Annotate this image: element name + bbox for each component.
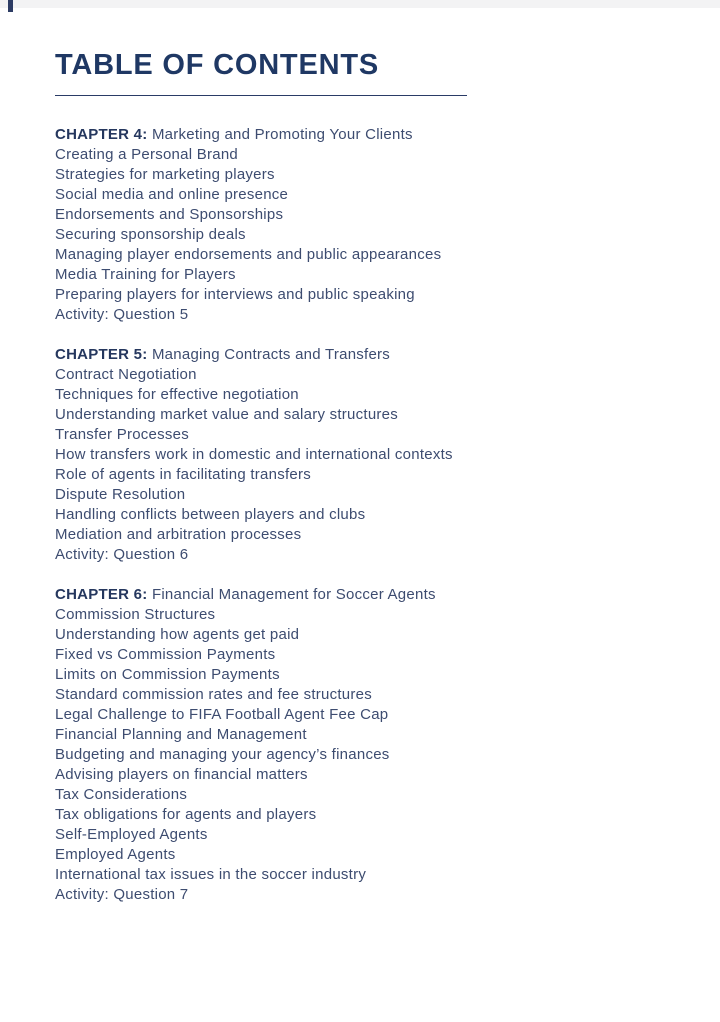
chapter-label: CHAPTER 6: <box>55 585 152 603</box>
chapter-title: Managing Contracts and Transfers <box>151 345 391 363</box>
chapter-label: CHAPTER 4: <box>55 125 152 143</box>
toc-chapter-section <box>55 585 665 905</box>
page-corner-mark <box>8 0 13 12</box>
toc-entry: Standard commission rates and fee structures <box>55 685 372 703</box>
toc-entry: Understanding market value and salary structures <box>55 405 398 423</box>
toc-entry: Tax obligations for agents and players <box>55 805 317 823</box>
toc-entry: Mediation and arbitration processes <box>55 525 302 543</box>
toc-entry: How transfers work in domestic and international contexts <box>55 445 453 463</box>
chapter-title: Marketing and Promoting Your Clients <box>151 125 413 143</box>
toc-entry: Fixed vs Commission Payments <box>55 645 276 663</box>
toc-entry: Preparing players for interviews and public speaking <box>55 285 415 303</box>
toc-entry: Endorsements and Sponsorships <box>55 205 284 223</box>
toc-entry: Handling conflicts between players and clubs <box>55 505 366 523</box>
chapter-label: CHAPTER 5: <box>55 345 152 363</box>
toc-entry: Securing sponsorship deals <box>55 225 246 243</box>
toc-entry: Limits on Commission Payments <box>55 665 280 683</box>
toc-entry: Transfer Processes <box>55 425 189 443</box>
title-divider <box>55 95 467 96</box>
toc-entry: Financial Planning and Management <box>55 725 307 743</box>
toc-entry: Commission Structures <box>55 605 216 623</box>
page-content <box>55 0 665 925</box>
toc-entry: Budgeting and managing your agency’s finances <box>55 745 390 763</box>
chapter-title: Financial Management for Soccer Agents <box>151 585 436 603</box>
toc-entry: Activity: Question 7 <box>55 885 189 903</box>
toc-entry: Creating a Personal Brand <box>55 145 239 163</box>
chapter-heading-line <box>55 345 665 365</box>
toc-entry: Techniques for effective negotiation <box>55 385 299 403</box>
toc-entry: Activity: Question 5 <box>55 305 189 323</box>
chapter-heading-line <box>55 585 665 605</box>
toc-entry: Self-Employed Agents <box>55 825 208 843</box>
toc-chapter-section <box>55 345 665 565</box>
page-title: TABLE OF CONTENTS <box>55 49 379 81</box>
toc-entry: Advising players on financial matters <box>55 765 308 783</box>
toc-entry: Managing player endorsements and public appearances <box>55 245 442 263</box>
toc-entry: Understanding how agents get paid <box>55 625 300 643</box>
toc-entry: Role of agents in facilitating transfers <box>55 465 311 483</box>
toc-entry: Tax Considerations <box>55 785 188 803</box>
toc-entry: Activity: Question 6 <box>55 545 189 563</box>
toc-sections <box>55 125 665 905</box>
toc-entry: Strategies for marketing players <box>55 165 275 183</box>
toc-entry: Employed Agents <box>55 845 176 863</box>
toc-chapter-section <box>55 125 665 325</box>
toc-entry: Legal Challenge to FIFA Football Agent Fee Cap <box>55 705 389 723</box>
toc-entry: Media Training for Players <box>55 265 236 283</box>
toc-entry: Contract Negotiation <box>55 365 197 383</box>
toc-entry: Dispute Resolution <box>55 485 186 503</box>
toc-entry: Social media and online presence <box>55 185 289 203</box>
toc-entry: International tax issues in the soccer industry <box>55 865 367 883</box>
chapter-heading-line <box>55 125 665 145</box>
